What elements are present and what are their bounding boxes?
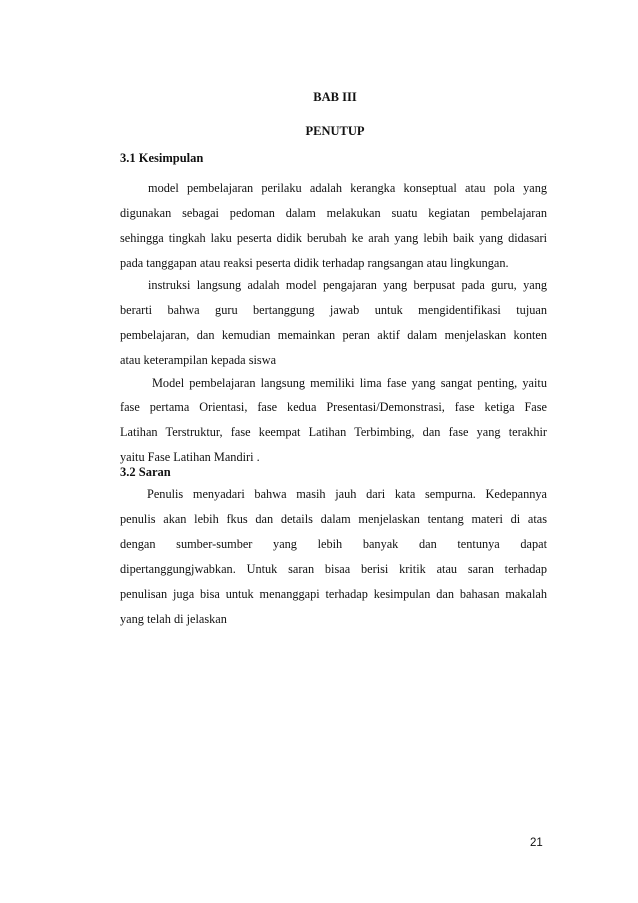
paragraph-line: yang telah di jelaskan <box>120 612 227 626</box>
paragraph-line: fase pertama Orientasi, fase kedua Presentasi/Demonstrasi, fase ketiga Fase <box>120 400 547 414</box>
paragraph-line: instruksi langsung adalah model pengajaran yang berpusat pada guru, yang <box>148 278 547 292</box>
paragraph-line: pembelajaran, dan kemudian memainkan peran aktif dalam menjelaskan konten <box>120 328 547 342</box>
paragraph-model-perilaku <box>120 180 547 271</box>
page-number: 21 <box>530 837 543 849</box>
section-title-kesimpulan: 3.1 Kesimpulan <box>120 151 204 165</box>
chapter-title: PENUTUP <box>305 124 365 138</box>
paragraph-line: Model pembelajaran langsung memiliki lima fase yang sangat penting, yaitu <box>152 376 547 390</box>
paragraph-line: penulis akan lebih fkus dan details dalam menjelaskan tentang materi di atas <box>120 512 547 526</box>
paragraph-saran <box>120 486 547 627</box>
paragraph-line: Penulis menyadari bahwa masih jauh dari kata sempurna. Kedepannya <box>147 487 547 501</box>
paragraph-line: model pembelajaran perilaku adalah kerangka konseptual atau pola yang <box>148 181 547 195</box>
paragraph-line: yaitu Fase Latihan Mandiri . <box>120 450 260 464</box>
section-title-saran: 3.2 Saran <box>120 465 171 479</box>
paragraph-line: Latihan Terstruktur, fase keempat Latihan Terbimbing, dan fase yang terakhir <box>120 425 547 439</box>
chapter-label: BAB III <box>313 90 357 104</box>
paragraph-line: digunakan sebagai pedoman dalam melakukan suatu kegiatan pembelajaran <box>120 206 547 220</box>
paragraph-line: pada tanggapan atau reaksi peserta didik terhadap rangsangan atau lingkungan. <box>120 256 509 270</box>
paragraph-line: berarti bahwa guru bertanggung jawab untuk mengidentifikasi tujuan <box>120 303 547 317</box>
paragraph-instruksi-langsung <box>120 277 547 368</box>
paragraph-lima-fase <box>120 375 547 465</box>
paragraph-line: sehingga tingkah laku peserta didik berubah ke arah yang lebih baik yang didasari <box>120 231 547 245</box>
paragraph-line: atau keterampilan kepada siswa <box>120 353 277 367</box>
paragraph-line: penulisan juga bisa untuk menanggapi terhadap kesimpulan dan bahasan makalah <box>120 587 547 601</box>
paragraph-line: dipertanggungjwabkan. Untuk saran bisaa berisi kritik atau saran terhadap <box>120 562 547 576</box>
paragraph-line: dengan sumber-sumber yang lebih banyak dan tentunya dapat <box>120 537 547 551</box>
